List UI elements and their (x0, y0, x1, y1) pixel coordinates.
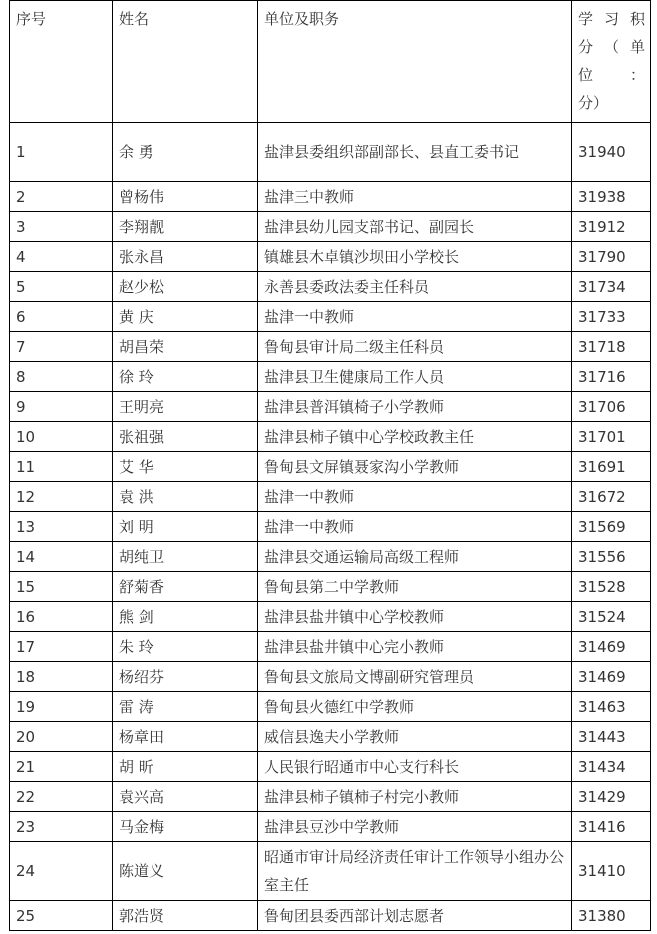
row-name: 杨章田 (113, 722, 258, 752)
row-unit: 盐津一中教师 (258, 302, 572, 332)
row-unit: 鲁甸县审计局二级主任科员 (258, 332, 572, 362)
header-no: 序号 (10, 1, 113, 123)
row-score: 31938 (572, 182, 651, 212)
row-score: 31733 (572, 302, 651, 332)
row-name: 张祖强 (113, 422, 258, 452)
row-name: 刘 明 (113, 512, 258, 542)
row-score: 31912 (572, 212, 651, 242)
row-name: 胡 昕 (113, 752, 258, 782)
row-name: 胡昌荣 (113, 332, 258, 362)
row-unit: 盐津县柿子镇柿子村完小教师 (258, 782, 572, 812)
table-row (10, 812, 651, 842)
table-row (10, 182, 651, 212)
row-score: 31556 (572, 542, 651, 572)
table-row (10, 272, 651, 302)
row-unit: 永善县委政法委主任科员 (258, 272, 572, 302)
row-name: 舒菊香 (113, 572, 258, 602)
table-row (10, 452, 651, 482)
row-unit: 威信县逸夫小学教师 (258, 722, 572, 752)
ranking-table (9, 0, 651, 931)
row-score: 31429 (572, 782, 651, 812)
row-no: 8 (10, 362, 113, 392)
row-no: 1 (10, 123, 113, 182)
table-row (10, 512, 651, 542)
row-no: 24 (10, 842, 113, 901)
row-no: 17 (10, 632, 113, 662)
row-unit: 人民银行昭通市中心支行科长 (258, 752, 572, 782)
row-no: 13 (10, 512, 113, 542)
row-no: 25 (10, 901, 113, 931)
row-score: 31410 (572, 842, 651, 901)
row-no: 2 (10, 182, 113, 212)
header-name: 姓名 (113, 1, 258, 123)
table-row (10, 242, 651, 272)
row-no: 3 (10, 212, 113, 242)
row-unit: 盐津三中教师 (258, 182, 572, 212)
row-name: 雷 涛 (113, 692, 258, 722)
table-row (10, 332, 651, 362)
row-unit: 鲁甸县第二中学教师 (258, 572, 572, 602)
row-unit: 盐津县豆沙中学教师 (258, 812, 572, 842)
table-row (10, 901, 651, 931)
row-score: 31469 (572, 662, 651, 692)
row-name: 袁兴高 (113, 782, 258, 812)
row-name: 张永昌 (113, 242, 258, 272)
table-row (10, 542, 651, 572)
table-row (10, 302, 651, 332)
row-unit: 盐津县盐井镇中心学校教师 (258, 602, 572, 632)
row-no: 20 (10, 722, 113, 752)
table-row (10, 602, 651, 632)
header-unit: 单位及职务 (258, 1, 572, 123)
table-row (10, 572, 651, 602)
row-unit: 鲁甸县火德红中学教师 (258, 692, 572, 722)
table-row (10, 422, 651, 452)
table-row (10, 123, 651, 182)
row-unit: 盐津一中教师 (258, 482, 572, 512)
row-score: 31718 (572, 332, 651, 362)
row-name: 杨绍芬 (113, 662, 258, 692)
table-row (10, 842, 651, 901)
row-score: 31691 (572, 452, 651, 482)
row-no: 16 (10, 602, 113, 632)
header-score-line: 学习积 (578, 10, 645, 28)
table-row (10, 692, 651, 722)
row-no: 18 (10, 662, 113, 692)
row-name: 艾 华 (113, 452, 258, 482)
row-no: 21 (10, 752, 113, 782)
row-score: 31716 (572, 362, 651, 392)
row-score: 31734 (572, 272, 651, 302)
row-no: 10 (10, 422, 113, 452)
row-unit: 鲁甸团县委西部计划志愿者 (258, 901, 572, 931)
row-name: 陈道义 (113, 842, 258, 901)
table-row (10, 722, 651, 752)
row-unit: 盐津县普洱镇椅子小学教师 (258, 392, 572, 422)
row-score: 31469 (572, 632, 651, 662)
row-unit: 鲁甸县文旅局文博副研究管理员 (258, 662, 572, 692)
row-score: 31569 (572, 512, 651, 542)
row-score: 31524 (572, 602, 651, 632)
row-no: 4 (10, 242, 113, 272)
row-unit: 盐津县盐井镇中心完小教师 (258, 632, 572, 662)
row-unit: 鲁甸县文屏镇聂家沟小学教师 (258, 452, 572, 482)
row-name: 熊 剑 (113, 602, 258, 632)
header-score-line: 分） (578, 94, 609, 112)
table-row (10, 212, 651, 242)
row-score: 31706 (572, 392, 651, 422)
row-score: 31672 (572, 482, 651, 512)
row-no: 22 (10, 782, 113, 812)
row-no: 19 (10, 692, 113, 722)
table-row (10, 482, 651, 512)
row-unit: 盐津县委组织部副部长、县直工委书记 (258, 123, 572, 182)
row-score: 31416 (572, 812, 651, 842)
row-unit: 盐津县柿子镇中心学校政教主任 (258, 422, 572, 452)
row-name: 马金梅 (113, 812, 258, 842)
row-no: 5 (10, 272, 113, 302)
row-name: 徐 玲 (113, 362, 258, 392)
row-name: 李翔靓 (113, 212, 258, 242)
row-name: 王明亮 (113, 392, 258, 422)
row-score: 31380 (572, 901, 651, 931)
row-score: 31790 (572, 242, 651, 272)
header-score-line: 分（单 (578, 38, 645, 56)
row-name: 袁 洪 (113, 482, 258, 512)
header-score-line: 位： (578, 66, 645, 84)
row-score: 31940 (572, 123, 651, 182)
row-unit: 盐津县交通运输局高级工程师 (258, 542, 572, 572)
header-row (10, 1, 651, 123)
row-score: 31701 (572, 422, 651, 452)
row-name: 朱 玲 (113, 632, 258, 662)
row-no: 11 (10, 452, 113, 482)
table-row (10, 662, 651, 692)
row-no: 23 (10, 812, 113, 842)
row-name: 黄 庆 (113, 302, 258, 332)
row-no: 7 (10, 332, 113, 362)
ranking-table-body (10, 1, 651, 931)
row-unit: 盐津一中教师 (258, 512, 572, 542)
row-no: 12 (10, 482, 113, 512)
row-unit: 昭通市审计局经济责任审计工作领导小组办公室主任 (258, 842, 572, 901)
row-name: 郭浩贤 (113, 901, 258, 931)
header-score (572, 1, 651, 123)
table-row (10, 632, 651, 662)
row-no: 6 (10, 302, 113, 332)
row-name: 余 勇 (113, 123, 258, 182)
row-no: 15 (10, 572, 113, 602)
table-row (10, 782, 651, 812)
row-score: 31463 (572, 692, 651, 722)
row-score: 31443 (572, 722, 651, 752)
row-name: 胡纯卫 (113, 542, 258, 572)
row-no: 14 (10, 542, 113, 572)
table-row (10, 752, 651, 782)
table-row (10, 362, 651, 392)
row-no: 9 (10, 392, 113, 422)
table-row (10, 392, 651, 422)
row-unit: 镇雄县木卓镇沙坝田小学校长 (258, 242, 572, 272)
row-score: 31528 (572, 572, 651, 602)
row-name: 赵少松 (113, 272, 258, 302)
row-unit: 盐津县卫生健康局工作人员 (258, 362, 572, 392)
row-score: 31434 (572, 752, 651, 782)
row-unit: 盐津县幼儿园支部书记、副园长 (258, 212, 572, 242)
row-name: 曾杨伟 (113, 182, 258, 212)
